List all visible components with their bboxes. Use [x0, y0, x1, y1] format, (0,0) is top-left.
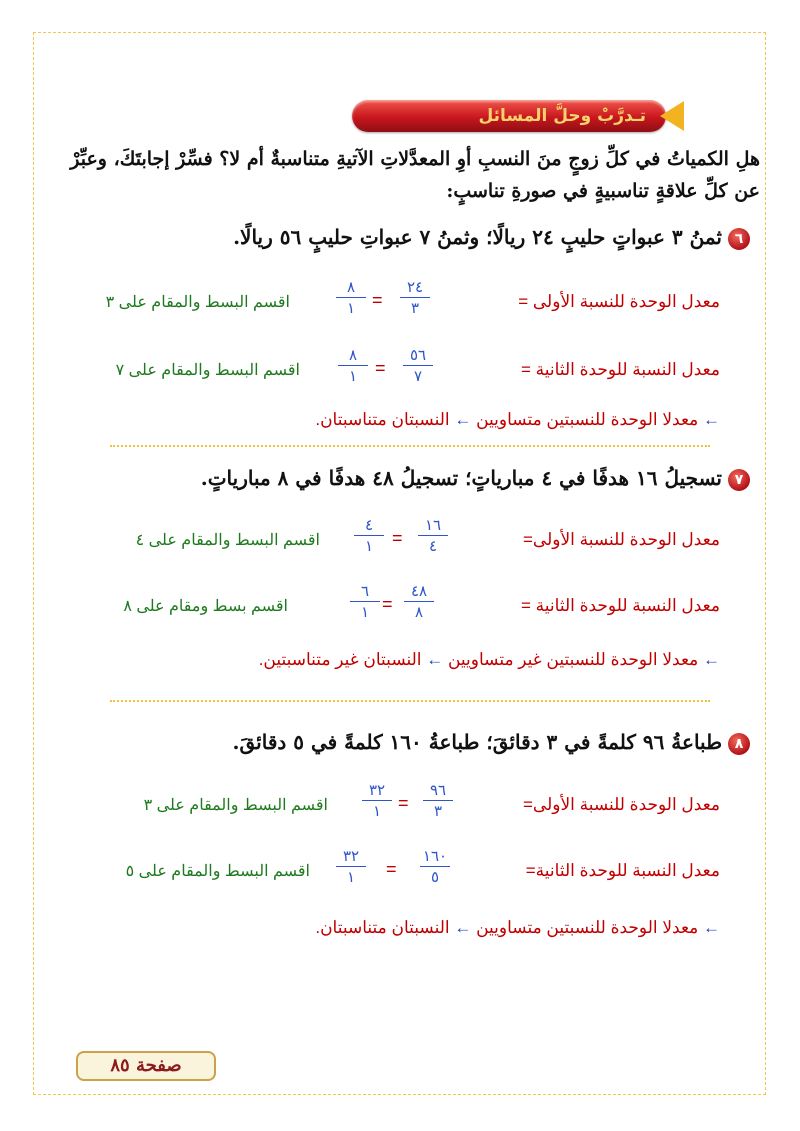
- problem-number-badge: ٦: [728, 228, 750, 250]
- fraction: ٨ ١: [336, 278, 366, 317]
- equals-sign: =: [386, 859, 397, 879]
- page-number-badge: صفحة ٨٥: [76, 1051, 216, 1081]
- problem-6-row1-label: معدل الوحدة للنسبة الأولى =: [518, 292, 720, 311]
- banner-title: تـدرَّبْ وحلَّ المسائل: [478, 106, 646, 126]
- problem-text: ثمنُ ٣ عبواتٍ حليبٍ ٢٤ ريالًا؛ وثمنُ ٧ عبواتِ حليبٍ ٥٦ ريالًا.: [233, 225, 722, 249]
- fraction: ٩٦ ٣: [423, 781, 453, 820]
- problem-number-badge: ٨: [728, 733, 750, 755]
- problem-text: تسجيلُ ١٦ هدفًا في ٤ مبارياتٍ؛ تسجيلُ ٤٨ هدفًا في ٨ مبارياتٍ.: [200, 466, 722, 490]
- intro-line-1: هلِ الكمياتُ في كلِّ زوجٍ منَ النسبِ أوِ المعدَّلاتِ الآتيةِ متناسبةٌ أم لا؟ فسِّرْ إجابتَكَ، وعبِّرْ: [70, 148, 760, 170]
- fraction: ٥٦ ٧: [403, 346, 433, 385]
- section-banner: [352, 98, 690, 136]
- problem-8-row1-hint: اقسم البسط والمقام على ٣: [143, 797, 328, 814]
- problem-7-row2-label: معدل النسبة للوحدة الثانية =: [521, 596, 720, 615]
- problem-8-row2-hint: اقسم البسط والمقام على ٥: [125, 863, 310, 880]
- fraction: ٤ ١: [354, 516, 384, 555]
- equals-sign: =: [372, 290, 383, 310]
- problem-8-row1-label: معدل الوحدة للنسبة الأولى=: [522, 795, 720, 814]
- intro-line-2: عن كلِّ علاقةٍ تناسبيةٍ في صورةِ تناسبٍ:: [446, 180, 760, 202]
- problem-6-row2-label: معدل النسبة للوحدة الثانية =: [521, 360, 720, 379]
- problem-text: طباعةُ ٩٦ كلمةً في ٣ دقائقَ؛ طباعةُ ١٦٠ كلمةً في ٥ دقائقَ.: [232, 730, 722, 754]
- equals-sign: =: [382, 594, 393, 614]
- fraction: ٤٨ ٨: [404, 582, 434, 621]
- fraction: ٣٢ ١: [362, 781, 392, 820]
- banner-arrow-icon: [660, 101, 684, 131]
- problem-8-conclusion: ← معدلا الوحدة للنسبتين متساويين ← النسبتان متناسبتان.: [315, 918, 720, 937]
- fraction: ٢٤ ٣: [400, 278, 430, 317]
- divider: [110, 700, 710, 702]
- equals-sign: =: [392, 528, 403, 548]
- problem-6-row2-hint: اقسم البسط والمقام على ٧: [115, 362, 300, 379]
- fraction: ٨ ١: [338, 346, 368, 385]
- equals-sign: =: [375, 358, 386, 378]
- divider: [110, 445, 710, 447]
- problem-7-row2-hint: اقسم بسط ومقام على ٨: [123, 598, 288, 615]
- problem-6-statement: [233, 225, 750, 250]
- problem-7-conclusion: ← معدلا الوحدة للنسبتين غير متساويين ← النسبتان غير متناسبتين.: [258, 650, 720, 669]
- problem-6-conclusion: ← معدلا الوحدة للنسبتين متساويين ← النسبتان متناسبتان.: [315, 410, 720, 429]
- fraction: ١٦٠ ٥: [420, 847, 450, 886]
- fraction: ١٦ ٤: [418, 516, 448, 555]
- fraction: ٣٢ ١: [336, 847, 366, 886]
- problem-8-row2-label: معدل النسبة للوحدة الثانية=: [525, 861, 720, 880]
- problem-6-row1-hint: اقسم البسط والمقام على ٣: [105, 294, 290, 311]
- problem-number-badge: ٧: [728, 469, 750, 491]
- problem-8-statement: [233, 730, 750, 755]
- problem-7-statement: [201, 466, 750, 491]
- fraction: ٦ ١: [350, 582, 380, 621]
- problem-7-row1-hint: اقسم البسط والمقام على ٤: [135, 532, 320, 549]
- problem-7-row1-label: معدل الوحدة للنسبة الأولى=: [522, 530, 720, 549]
- equals-sign: =: [398, 793, 409, 813]
